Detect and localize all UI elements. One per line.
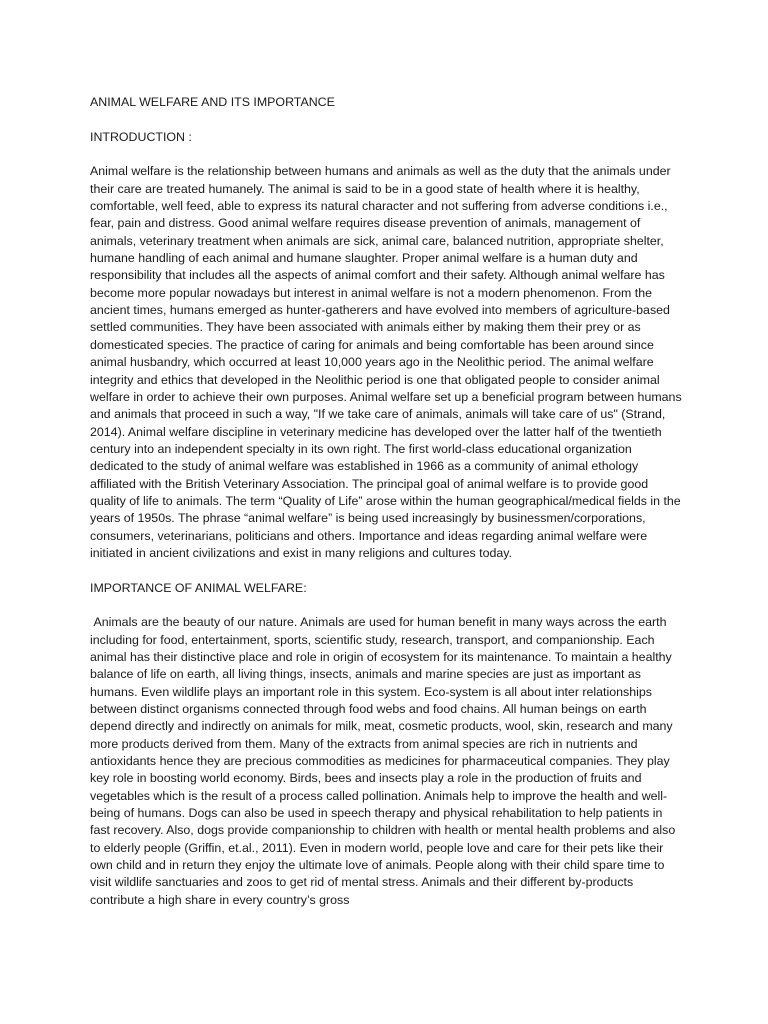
section-body-importance: Animals are the beauty of our nature. Animals are used for human benefit in many ways across the earth including for food, entertainment, sports, scientific study, research, transport, and companionship. Each animal has their distinctive place and role in origin of ecosystem for its maintenance. To maintain a healthy balance of life on earth, all living things, insects, animals and marine species are just as important as humans. Even wildlife plays an important role in this system. Eco-system is all about inter relationships between distinct organisms connected through food webs and food chains. All human beings on earth depend directly and indirectly on animals for milk, meat, cosmetic products, wool, skin, research and many more products derived from them. Many of the extracts from animal species are rich in nutrients and antioxidants hence they are precious commodities as medicines for pharmaceutical companies. They play key role in boosting world economy. Birds, bees and insects play a role in the production of fruits and vegetables which is the result of a process called pollination. Animals help to improve the health and well-being of humans. Dogs can also be used in speech therapy and physical rehabilitation to help patients in fast recovery. Also, dogs provide companionship to children with health or mental health problems and also to elderly people (Griffin, et.al., 2011). Even in modern world, people love and care for their pets like their own child and in return they enjoy the ultimate love of animals. People along with their child spare time to visit wildlife sanctuaries and zoos to get rid of mental stress. Animals and their different by-products contribute a high share in every country’s gross bbox=[90, 615, 679, 907]
document-page bbox=[90, 94, 682, 927]
section-heading-introduction: INTRODUCTION : bbox=[90, 129, 192, 144]
document-title: ANIMAL WELFARE AND ITS IMPORTANCE bbox=[90, 95, 335, 109]
section-body-introduction: Animal welfare is the relationship between humans and animals as well as the duty that the animals under their care are treated humanely. The animal is said to be in a good state of health where it is healthy, comfortable, well feed, able to express its natural character and not suffering from adverse conditions i.e., fear, pain and distress. Good animal welfare requires disease prevention of animals, management of animals, veterinary treatment when animals are sick, animal care, balanced nutrition, appropriate shelter, humane handling of each animal and humane slaughter. Proper animal welfare is a human duty and responsibility that includes all the aspects of animal comfort and their safety. Although animal welfare has become more popular nowadays but interest in animal welfare is not a modern phenomenon. From the ancient times, humans emerged as hunter-gatherers and have evolved into members of agriculture-based settled communities. They have been associated with animals either by making them their prey or as domesticated species. The practice of caring for animals and being comfortable has been around since animal husbandry, which occurred at least 10,000 years ago in the Neolithic period. The animal welfare integrity and ethics that developed in the Neolithic period is one that obligated people to consider animal welfare in order to achieve their own purposes. Animal welfare set up a beneficial program between humans and animals that proceed in such a way, "If we take care of animals, animals will take care of us" (Strand, 2014). Animal welfare discipline in veterinary medicine has developed over the latter half of the twentieth century into an independent specialty in its own right. The first world-class educational organization dedicated to the study of animal welfare was established in 1966 as a community of animal ethology affiliated with the British Veterinary Association. The principal goal of animal welfare is to provide good quality of life to animals. The term “Quality of Life” arose within the human geographical/medical fields in the years of 1950s. The phrase “animal welfare” is being used increasingly by businessmen/corporations, consumers, veterinarians, politicians and others. Importance and ideas regarding animal welfare were initiated in ancient civilizations and exist in many religions and cultures today. bbox=[90, 164, 682, 560]
section-heading-importance: IMPORTANCE OF ANIMAL WELFARE: bbox=[90, 580, 307, 595]
